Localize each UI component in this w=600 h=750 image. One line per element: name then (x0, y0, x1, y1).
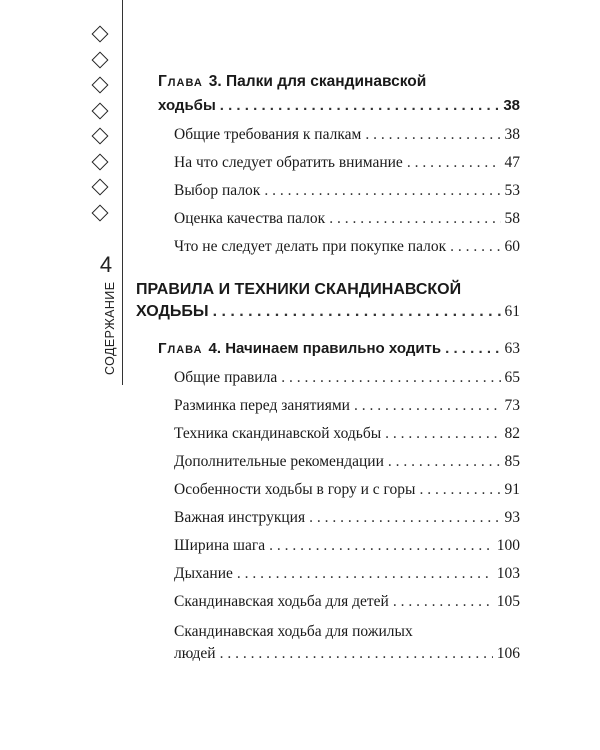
page-ref: 100 (496, 537, 520, 554)
toc-entry[interactable] (174, 481, 520, 499)
vertical-rule (122, 0, 123, 385)
dot-leader (450, 238, 500, 256)
entry-title: Дыхание (174, 565, 233, 582)
page-ref: 60 (504, 238, 520, 255)
dot-leader (388, 453, 501, 471)
part-title-cont: ХОДЬБЫ (136, 303, 209, 320)
chapter3-heading-line2[interactable] (158, 97, 520, 114)
chapter4-heading[interactable] (158, 340, 520, 358)
page-ref: 58 (504, 210, 520, 227)
dot-leader (419, 481, 500, 499)
page-ref: 85 (504, 453, 520, 470)
dot-leader (220, 645, 493, 663)
dot-leader (309, 509, 500, 527)
entry-title: Важная инструкция (174, 509, 306, 526)
toc-entry[interactable] (174, 509, 520, 527)
toc-entry[interactable] (174, 210, 520, 228)
diamond-icon (92, 153, 109, 170)
dot-leader (365, 126, 500, 144)
toc-entry-line1[interactable]: Скандинавская ходьба для пожилых (174, 623, 413, 640)
diamond-icon (92, 204, 109, 221)
page-ref: 61 (504, 303, 520, 320)
chapter-prefix: Глава (158, 340, 203, 357)
dot-leader (385, 425, 500, 443)
dot-leader (281, 369, 500, 387)
toc-entry[interactable] (174, 565, 520, 583)
entry-title: Выбор палок (174, 182, 261, 199)
entry-title-cont: людей (174, 645, 216, 662)
toc-entry[interactable] (174, 182, 520, 200)
entry-title: Общие правила (174, 369, 278, 386)
entry-title: Дополнительные рекомендации (174, 453, 384, 470)
page-ref: 91 (504, 481, 520, 498)
entry-title: Разминка перед занятиями (174, 397, 350, 414)
page-ref: 53 (504, 182, 520, 199)
toc-entry[interactable] (174, 369, 520, 387)
diamond-icon (92, 179, 109, 196)
entry-title: Общие требования к палкам (174, 126, 362, 143)
dot-leader (393, 593, 493, 611)
entry-title: Техника скандинавской ходьбы (174, 425, 382, 442)
chapter4-title: 4. Начинаем правильно ходить (208, 340, 442, 357)
dot-leader (407, 154, 501, 172)
toc-entry[interactable] (174, 397, 520, 415)
dot-leader (269, 537, 493, 555)
page-ref: 38 (504, 126, 520, 143)
part-heading-line2[interactable] (136, 303, 520, 321)
diamond-ornament-column (91, 28, 113, 232)
dot-leader (264, 182, 500, 200)
dot-leader (220, 97, 500, 114)
page-ref: 103 (496, 565, 520, 582)
dot-leader (445, 340, 500, 357)
entry-title: На что следует обратить внимание (174, 154, 403, 171)
diamond-icon (92, 26, 109, 43)
toc-entry[interactable] (174, 126, 520, 144)
toc-entry[interactable] (174, 593, 520, 611)
part-heading-line1[interactable]: ПРАВИЛА И ТЕХНИКИ СКАНДИНАВСКОЙ (136, 281, 462, 298)
entry-title: Ширина шага (174, 537, 266, 554)
dot-leader (237, 565, 493, 583)
toc-entry[interactable] (174, 537, 520, 555)
page-ref: 63 (504, 340, 520, 357)
dot-leader (213, 303, 501, 321)
page-ref: 105 (496, 593, 520, 610)
section-label: СОДЕРЖАНИЕ (103, 281, 117, 375)
diamond-icon (92, 77, 109, 94)
diamond-icon (92, 128, 109, 145)
page-ref: 93 (504, 509, 520, 526)
page-ref: 106 (496, 645, 520, 662)
dot-leader (354, 397, 501, 415)
entry-title: Скандинавская ходьба для детей (174, 593, 389, 610)
dot-leader (329, 210, 500, 228)
page-ref: 65 (504, 369, 520, 386)
chapter3-title-cont: ходьбы (158, 97, 216, 114)
chapter3-heading-line1[interactable] (158, 73, 426, 91)
toc-entry[interactable] (174, 645, 520, 663)
toc-entry[interactable] (174, 453, 520, 471)
diamond-icon (92, 51, 109, 68)
page-ref: 38 (503, 97, 520, 114)
toc-entry[interactable] (174, 154, 520, 172)
diamond-icon (92, 102, 109, 119)
chapter-prefix: Глава (158, 73, 203, 90)
toc-entry[interactable] (174, 238, 520, 256)
page-ref: 82 (504, 425, 520, 442)
entry-title: Оценка качества палок (174, 210, 326, 227)
entry-title: Что не следует делать при покупке палок (174, 238, 447, 255)
page-ref: 73 (504, 397, 520, 414)
page-ref: 47 (504, 154, 520, 171)
entry-title: Особенности ходьбы в гору и с горы (174, 481, 416, 498)
toc-entry[interactable] (174, 425, 520, 443)
page-number: 4 (99, 252, 113, 277)
chapter3-title: 3. Палки для скандинавской (208, 73, 427, 90)
